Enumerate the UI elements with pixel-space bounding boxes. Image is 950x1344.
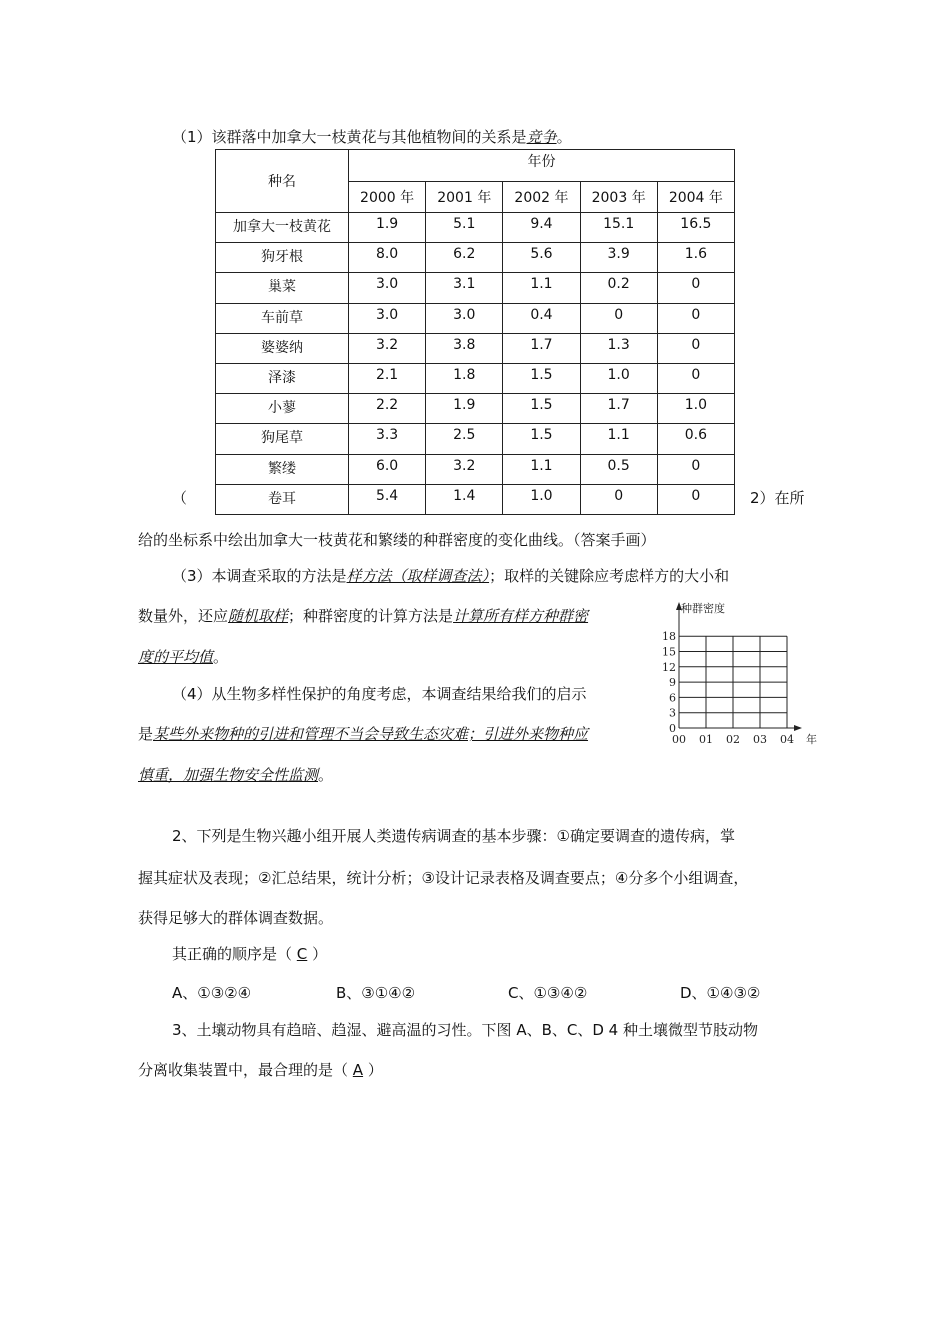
species-name: 婆婆纳 (216, 333, 349, 363)
table-row: 狗尾草 3.3 2.5 1.5 1.1 0.6 (216, 424, 735, 454)
species-name: 繁缕 (216, 454, 349, 484)
q2-line2: 给的坐标系中绘出加拿大一枝黄花和繁缕的种群密度的变化曲线。（答案手画） (138, 531, 656, 549)
q3-answer-sampling: 随机取样 (228, 607, 289, 625)
species-name: 巢菜 (216, 273, 349, 303)
y-tick-label: 0 (669, 722, 676, 735)
option-b: B、③①④② (336, 984, 416, 1002)
species-name: 狗尾草 (216, 424, 349, 454)
table-row: 泽漆 2.1 1.8 1.5 1.0 0 (216, 363, 735, 393)
y-tick-label: 12 (662, 660, 676, 674)
species-name: 狗牙根 (216, 243, 349, 273)
p2-line1: 2、下列是生物兴趣小组开展人类遗传病调查的基本步骤：①确定要调查的遗传病，掌 (172, 827, 735, 845)
y-tick-label: 6 (669, 691, 676, 705)
p3-line2: 分离收集装置中，最合理的是（ A ） (138, 1061, 383, 1079)
x-tick-label: 02 (726, 733, 740, 746)
year-header: 年份 (349, 150, 735, 182)
year-col: 2002 年 (503, 182, 580, 213)
species-name: 小蓼 (216, 394, 349, 424)
x-tick-label: 03 (753, 733, 767, 746)
p2-answer: C (296, 945, 308, 963)
q3-line3: 度的平均值。 (138, 648, 229, 666)
species-name: 卷耳 (216, 484, 349, 514)
table-row: 加拿大一枝黄花 1.9 5.1 9.4 15.1 16.5 (216, 213, 735, 243)
x-tick-label: 00 (672, 733, 686, 746)
option-a: A、①③②④ (172, 984, 252, 1002)
y-tick-label: 9 (669, 676, 676, 690)
table-row: 卷耳 5.4 1.4 1.0 0 0 (216, 484, 735, 514)
table-row: 车前草 3.0 3.0 0.4 0 0 (216, 303, 735, 333)
x-axis-arrow (794, 725, 802, 731)
p3-line1: 3、土壤动物具有趋暗、趋湿、避高温的习性。下图 A、B、C、D 4 种土壤微型节肢动物 (172, 1021, 758, 1039)
q4-answer: 某些外来物种的引进和管理不当会导致生态灾难；引进外来物种应 (153, 725, 589, 743)
y-axis-label: 种群密度 (681, 602, 725, 615)
option-c: C、①③④② (508, 984, 588, 1002)
y-tick-label: 3 (669, 706, 676, 720)
year-col: 2003 年 (580, 182, 657, 213)
y-tick-label: 15 (662, 645, 676, 659)
q2-right: 2）在所 (750, 489, 805, 507)
species-name: 泽漆 (216, 363, 349, 393)
q1-line: （1）该群落中加拿大一枝黄花与其他植物间的关系是竞争。 (172, 128, 572, 146)
q3-answer-calc: 计算所有样方种群密 (453, 607, 589, 625)
population-density-chart (660, 598, 820, 748)
q4-line1: （4）从生物多样性保护的角度考虑，本调查结果给我们的启示 (172, 685, 587, 703)
x-tick-label: 04 (780, 733, 794, 746)
table-row: 小蓼 2.2 1.9 1.5 1.7 1.0 (216, 394, 735, 424)
species-name: 车前草 (216, 303, 349, 333)
x-tick-label: 01 (699, 733, 713, 746)
species-density-table (215, 149, 735, 515)
q3-line2: 数量外，还应随机取样；种群密度的计算方法是计算所有样方种群密 (138, 607, 589, 625)
year-col: 2001 年 (426, 182, 503, 213)
table-row: 狗牙根 8.0 6.2 5.6 3.9 1.6 (216, 243, 735, 273)
q1-answer: 竞争 (526, 128, 557, 146)
option-d: D、①④③② (680, 984, 761, 1002)
year-col: 2000 年 (349, 182, 426, 213)
species-header: 种名 (216, 150, 349, 213)
q3-answer-method: 样方法（取样调查法） (346, 567, 490, 585)
q2-open: （ (172, 489, 188, 507)
table-row: 繁缕 6.0 3.2 1.1 0.5 0 (216, 454, 735, 484)
q4-line2: 是某些外来物种的引进和管理不当会导致生态灾难；引进外来物种应 (138, 725, 589, 743)
p2-question: 其正确的顺序是（ C ） (172, 945, 328, 963)
p2-line2: 握其症状及表现；②汇总结果，统计分析；③设计记录表格及调查要点；④分多个小组调查， (138, 869, 749, 887)
year-col: 2004 年 (657, 182, 734, 213)
table-row: 婆婆纳 3.2 3.8 1.7 1.3 0 (216, 333, 735, 363)
p2-line3: 获得足够大的群体调查数据。 (138, 909, 334, 927)
species-name: 加拿大一枝黄花 (216, 213, 349, 243)
x-axis-label: 年 (806, 733, 817, 746)
p3-answer: A (352, 1061, 364, 1079)
q3-line1: （3）本调查采取的方法是样方法（取样调查法）；取样的关键除应考虑样方的大小和 (172, 567, 730, 585)
y-tick-label: 18 (662, 630, 676, 644)
table-row: 巢菜 3.0 3.1 1.1 0.2 0 (216, 273, 735, 303)
q4-line3: 慎重，加强生物安全性监测。 (138, 766, 334, 784)
